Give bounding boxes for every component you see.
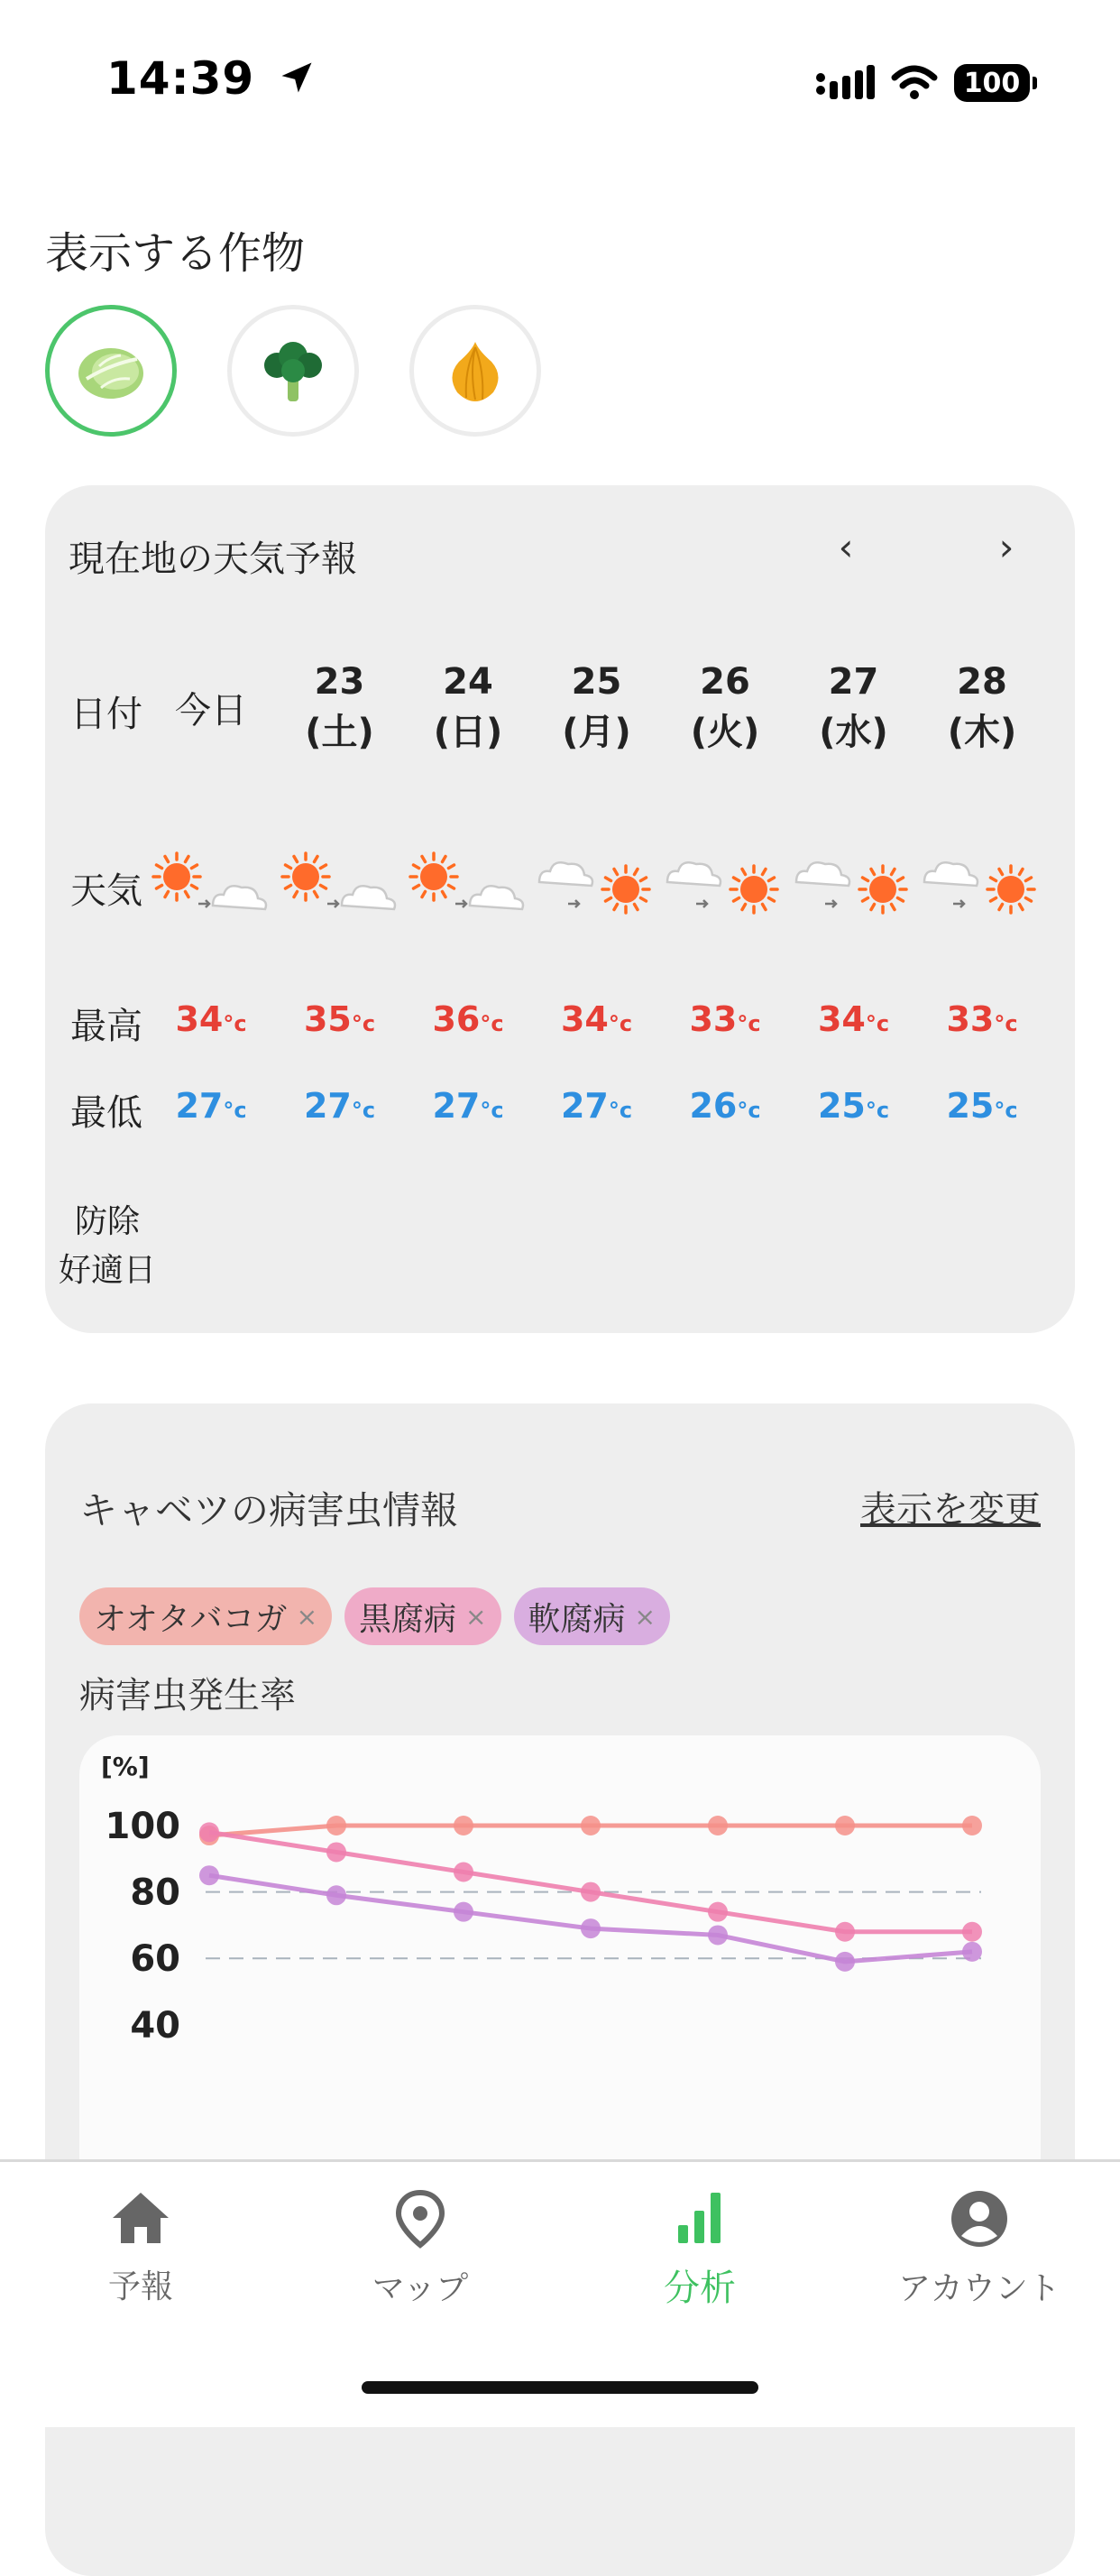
forecast-weekday: (木): [947, 712, 1017, 753]
tab-analysis[interactable]: [583, 2189, 817, 2311]
temp-unit: °c: [351, 1098, 376, 1123]
forecast-date-number: 27: [828, 661, 879, 703]
low-value: 25: [817, 1086, 866, 1126]
low-value: 27: [175, 1086, 224, 1126]
tab-forecast[interactable]: [23, 2189, 258, 2307]
forecast-date-0: [146, 685, 276, 736]
data-point: [326, 1842, 346, 1862]
tab-map[interactable]: [303, 2189, 537, 2309]
low-value: 27: [560, 1086, 609, 1126]
prev-week-button[interactable]: ‹: [838, 525, 854, 569]
data-point: [326, 1885, 346, 1905]
pest-tag[interactable]: [514, 1587, 670, 1645]
wifi-icon: [891, 65, 938, 101]
tab-analysis-label: 分析: [664, 2268, 736, 2309]
forecast-date-number: 25: [571, 661, 622, 703]
data-point: [199, 1822, 219, 1842]
forecast-high-temp: [146, 999, 276, 1039]
y-tick-label: 60: [130, 1938, 180, 1981]
forecast-low-temp: [789, 1086, 919, 1126]
forecast-date-number: 26: [700, 661, 750, 703]
forecast-date-1: [275, 657, 405, 758]
bar-chart-icon: [673, 2189, 727, 2245]
weather-card-title: 現在地の天気予報: [69, 538, 357, 580]
tab-account-label: アカウント: [898, 2270, 1060, 2307]
pest-card-title: キャベツの病害虫情報: [79, 1488, 459, 1532]
forecast-high-temp: [660, 999, 790, 1039]
high-value: 34: [817, 999, 866, 1039]
temp-unit: °c: [480, 1011, 504, 1036]
temp-unit: °c: [351, 1011, 376, 1036]
data-point: [454, 1902, 473, 1922]
forecast-weekday: (水): [819, 712, 888, 753]
forecast-low-temp: [275, 1086, 405, 1126]
cloud-then-sun-icon: [532, 844, 662, 929]
remove-tag-icon[interactable]: ×: [465, 1601, 487, 1632]
temp-unit: °c: [865, 1011, 890, 1036]
temp-unit: °c: [737, 1011, 761, 1036]
y-tick-label: 80: [130, 1872, 180, 1914]
forecast-weekday: (土): [305, 712, 374, 753]
data-point: [708, 1925, 728, 1945]
tab-forecast-label: 予報: [107, 2268, 173, 2305]
low-value: 27: [432, 1086, 481, 1126]
pest-tag-list: [79, 1587, 670, 1645]
weather-forecast-card: [45, 485, 1075, 1333]
cabbage-icon: [74, 339, 148, 402]
data-point: [962, 1816, 982, 1835]
forecast-weekday: (月): [562, 712, 631, 753]
sun-then-cloud-icon: [146, 844, 276, 929]
forecast-low-temp: [917, 1086, 1047, 1126]
high-value: 36: [432, 999, 481, 1039]
forecast-low-temp: [146, 1086, 276, 1126]
forecast-date-number: 28: [957, 661, 1007, 703]
cloud-then-sun-icon: [917, 844, 1047, 929]
temp-unit: °c: [737, 1098, 761, 1123]
data-point: [199, 1865, 219, 1885]
high-value: 35: [303, 999, 352, 1039]
pest-tag-label: 黒腐病: [359, 1600, 457, 1638]
high-value: 33: [946, 999, 995, 1039]
change-display-link[interactable]: 表示を変更: [860, 1489, 1041, 1531]
temp-unit: °c: [608, 1098, 633, 1123]
forecast-weekday: (火): [690, 712, 760, 753]
battery-indicator: 100: [954, 64, 1030, 102]
temp-unit: °c: [480, 1098, 504, 1123]
occurrence-rate-title: 病害虫発生率: [79, 1675, 296, 1716]
low-value: 26: [689, 1086, 738, 1126]
temp-unit: °c: [865, 1098, 890, 1123]
low-value: 25: [946, 1086, 995, 1126]
next-week-button[interactable]: ›: [998, 525, 1014, 569]
forecast-date-6: [917, 657, 1047, 758]
forecast-low-temp: [532, 1086, 662, 1126]
control-day-row-label: 防除 好適日: [58, 1203, 156, 1289]
high-value: 33: [689, 999, 738, 1039]
forecast-date-2: [403, 657, 533, 758]
data-point: [454, 1816, 473, 1835]
remove-tag-icon[interactable]: ×: [634, 1601, 656, 1632]
data-point: [835, 1816, 855, 1835]
y-tick-label: 100: [105, 1806, 180, 1847]
high-value: 34: [175, 999, 224, 1039]
y-axis-label: [%]: [101, 1752, 150, 1781]
data-point: [962, 1922, 982, 1942]
forecast-date-5: [789, 657, 919, 758]
data-point: [835, 1922, 855, 1942]
crop-section-title: 表示する作物: [45, 228, 306, 279]
forecast-high-temp: [917, 999, 1047, 1039]
crop-cabbage-button[interactable]: [45, 305, 177, 437]
temp-unit: °c: [223, 1098, 247, 1123]
cloud-then-sun-icon: [660, 844, 790, 929]
data-point: [454, 1863, 473, 1882]
temp-unit: °c: [994, 1098, 1018, 1123]
remove-tag-icon[interactable]: ×: [296, 1601, 318, 1632]
forecast-date-4: [660, 657, 790, 758]
forecast-high-temp: [275, 999, 405, 1039]
data-point: [581, 1816, 601, 1835]
forecast-date-number: 23: [314, 661, 365, 703]
onion-icon: [439, 335, 511, 407]
status-time: 14:39: [106, 52, 317, 105]
weather-row-label: 天気: [70, 870, 142, 912]
pest-tag[interactable]: [79, 1587, 332, 1645]
map-pin-icon: [393, 2189, 447, 2249]
y-tick-label: 40: [130, 2004, 180, 2047]
tab-account[interactable]: [862, 2189, 1097, 2309]
forecast-high-temp: [403, 999, 533, 1039]
low-row-label: 最低: [70, 1092, 142, 1134]
home-icon: [109, 2189, 172, 2247]
date-row-label: 日付: [70, 694, 142, 735]
forecast-high-temp: [532, 999, 662, 1039]
data-point: [708, 1902, 728, 1922]
tab-map-label: マップ: [372, 2270, 469, 2307]
temp-unit: °c: [223, 1011, 247, 1036]
sun-then-cloud-icon: [403, 844, 533, 929]
data-point: [581, 1918, 601, 1938]
forecast-low-temp: [660, 1086, 790, 1126]
data-point: [708, 1816, 728, 1835]
cellular-signal-icon: [815, 65, 875, 101]
forecast-low-temp: [403, 1086, 533, 1126]
location-arrow-icon: [277, 58, 317, 97]
forecast-today-label: 今日: [175, 690, 247, 731]
crop-onion-button[interactable]: [409, 305, 541, 437]
temp-unit: °c: [608, 1011, 633, 1036]
data-point: [962, 1942, 982, 1962]
data-point: [326, 1816, 346, 1835]
broccoli-icon: [257, 335, 329, 407]
high-row-label: 最高: [70, 1006, 142, 1047]
pest-tag-label: オオタバコガ: [94, 1600, 288, 1638]
crop-broccoli-button[interactable]: [227, 305, 359, 437]
home-indicator: [362, 2381, 758, 2394]
forecast-high-temp: [789, 999, 919, 1039]
forecast-weekday: (日): [433, 712, 503, 753]
pest-tag-label: 軟腐病: [528, 1600, 626, 1638]
sun-then-cloud-icon: [275, 844, 405, 929]
data-point: [835, 1952, 855, 1972]
status-indicators: [815, 58, 1030, 108]
data-point: [581, 1882, 601, 1902]
pest-tag[interactable]: [344, 1587, 500, 1645]
temp-unit: °c: [994, 1011, 1018, 1036]
forecast-date-number: 24: [443, 661, 493, 703]
high-value: 34: [560, 999, 609, 1039]
forecast-date-3: [532, 657, 662, 758]
low-value: 27: [303, 1086, 352, 1126]
account-icon: [950, 2189, 1009, 2249]
series-line: [209, 1832, 972, 1931]
cloud-then-sun-icon: [789, 844, 919, 929]
